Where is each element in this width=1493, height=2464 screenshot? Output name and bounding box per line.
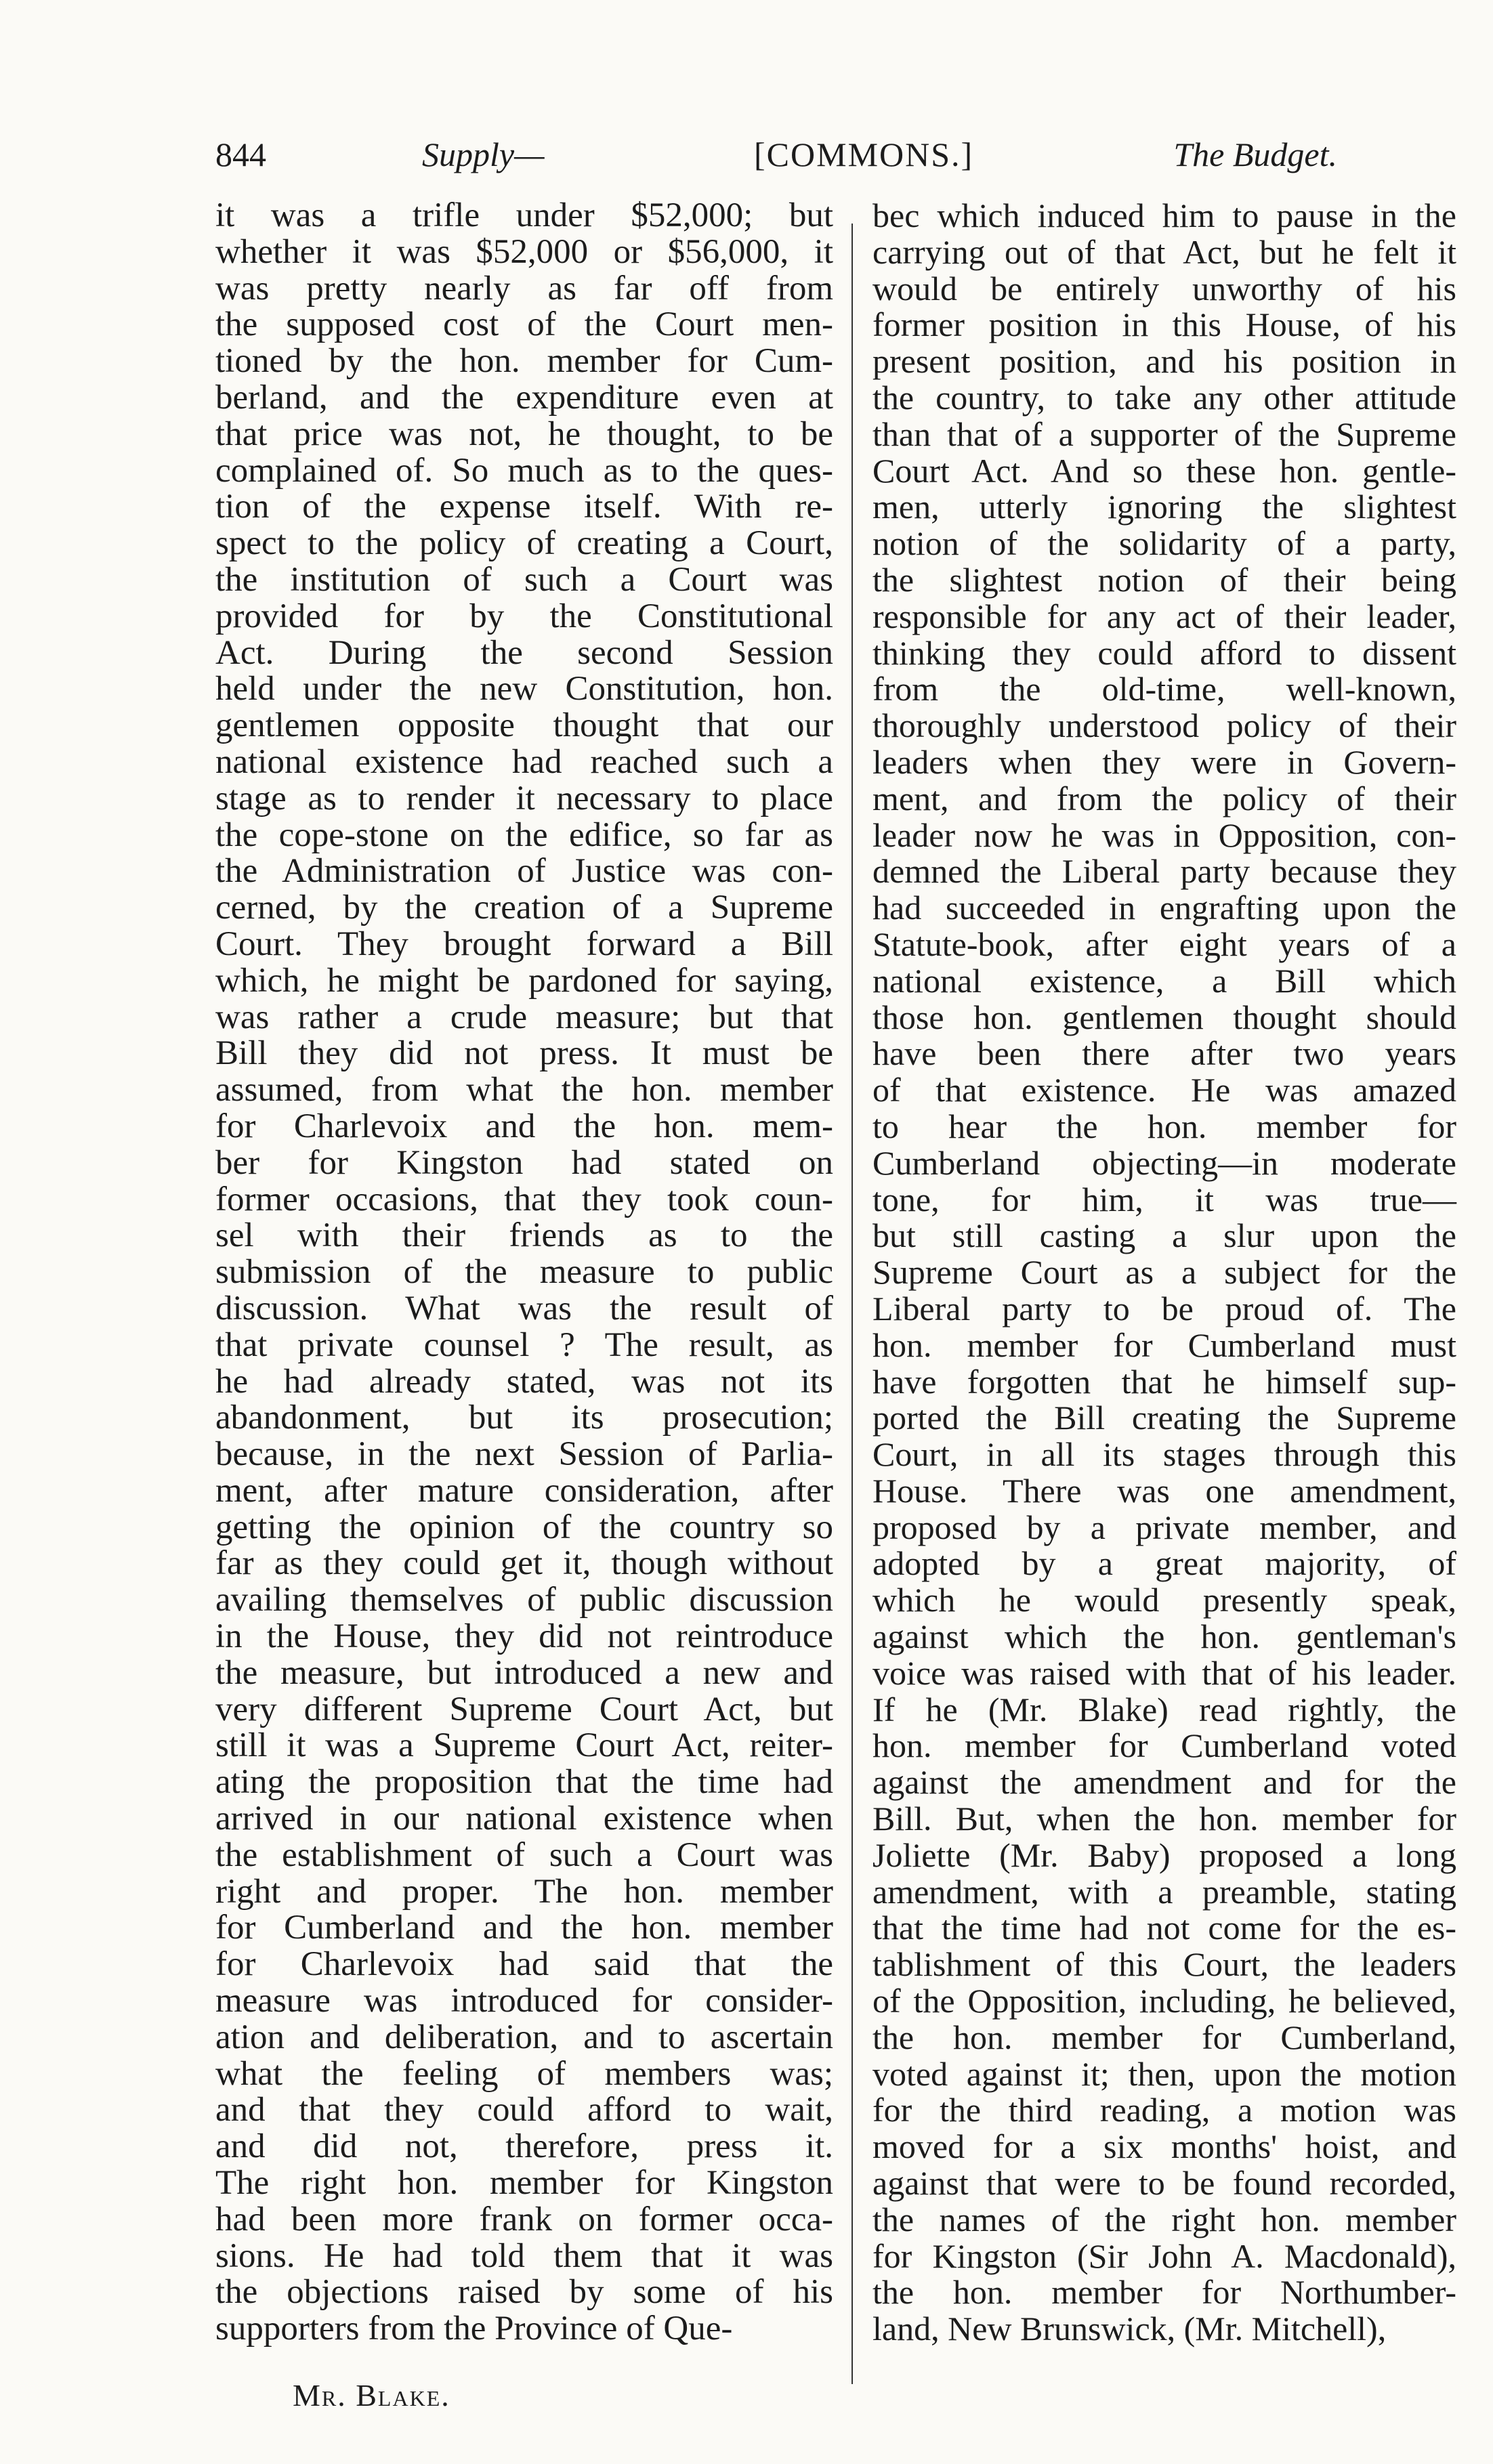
text-line: men, utterly ignoring the slightest: [872, 488, 1456, 526]
running-title-left: Supply—: [422, 135, 545, 173]
text-line: tone, for him, it was true—: [872, 1180, 1456, 1218]
text-line: Court Act. And so these hon. gentle-: [872, 451, 1456, 490]
text-line: former position in this House, of his: [872, 305, 1456, 344]
text-line: the objections raised by some of his: [215, 2273, 833, 2312]
text-line: the measure, but introduced a new and: [215, 1653, 833, 1692]
text-line: proposed by a private member, and: [872, 1508, 1456, 1546]
text-line: whether it was $52,000 or $56,000, it: [215, 232, 833, 271]
text-line: submission of the measure to public: [215, 1253, 833, 1292]
text-line: still it was a Supreme Court Act, reiter-: [215, 1726, 833, 1765]
text-line: very different Supreme Court Act, but: [215, 1690, 833, 1728]
text-line: amendment, with a preamble, stating: [872, 1872, 1456, 1911]
text-line: ported the Bill creating the Supreme: [872, 1399, 1456, 1437]
text-line: responsible for any act of their leader,: [872, 597, 1456, 635]
text-line: notion of the solidarity of a party,: [872, 524, 1456, 563]
text-line: from the old-time, well-known,: [872, 670, 1456, 708]
text-line: berland, and the expenditure even at: [215, 378, 833, 417]
text-line: the Administration of Justice was con-: [215, 852, 833, 891]
right-text-column: [872, 198, 1456, 2348]
text-line: against which the hon. gentleman's: [872, 1617, 1456, 1656]
text-line: of that existence. He was amazed: [872, 1071, 1456, 1109]
text-line: against the amendment and for the: [872, 1763, 1456, 1802]
text-line: Statute-book, after eight years of a: [872, 925, 1456, 963]
running-title-center: [COMMONS.]: [754, 135, 974, 173]
text-line: the country, to take any other attitude: [872, 378, 1456, 417]
text-line: Bill. But, when the hon. member for: [872, 1800, 1456, 1838]
left-text-column: [215, 198, 833, 2348]
page-header: [215, 127, 1337, 182]
text-line: ating the proposition that the time had: [215, 1763, 833, 1802]
text-line: abandonment, but its prosecution;: [215, 1399, 833, 1437]
text-line: far as they could get it, though without: [215, 1544, 833, 1583]
text-line: present position, and his position in: [872, 342, 1456, 381]
text-line: that private counsel ? The result, as: [215, 1325, 833, 1364]
text-line: Liberal party to be proud of. The: [872, 1289, 1456, 1327]
text-line: bec which induced him to pause in the: [872, 196, 1456, 234]
text-line: voted against it; then, upon the motion: [872, 2054, 1456, 2093]
text-line: but still casting a slur upon the: [872, 1216, 1456, 1255]
text-line: ation and deliberation, and to ascertain: [215, 2018, 833, 2056]
text-line: cerned, by the creation of a Supreme: [215, 889, 833, 927]
text-line: the establishment of such a Court was: [215, 1835, 833, 1874]
text-line: moved for a six months' hoist, and: [872, 2127, 1456, 2166]
text-line: tion of the expense itself. With re-: [215, 488, 833, 526]
text-line: for Kingston (Sir John A. Macdonald),: [872, 2236, 1456, 2275]
text-line: ment, after mature consideration, after: [215, 1471, 833, 1510]
text-line: had succeeded in engrafting upon the: [872, 889, 1456, 927]
text-line: tioned by the hon. member for Cum-: [215, 342, 833, 381]
text-line: that price was not, he thought, to be: [215, 415, 833, 453]
text-line: he had already stated, was not its: [215, 1362, 833, 1401]
text-line: former occasions, that they took coun-: [215, 1180, 833, 1218]
text-line: thinking they could afford to dissent: [872, 633, 1456, 672]
text-line: because, in the next Session of Parlia-: [215, 1435, 833, 1474]
text-line: the names of the right hon. member: [872, 2200, 1456, 2238]
text-line: what the feeling of members was;: [215, 2054, 833, 2093]
text-line: arrived in our national existence when: [215, 1800, 833, 1838]
text-line: stage as to render it necessary to place: [215, 779, 833, 817]
text-line: national existence had reached such a: [215, 742, 833, 781]
speaker-footer: Mr. Blake.: [293, 2378, 450, 2413]
text-line: the cope-stone on the edifice, so far as: [215, 815, 833, 854]
text-line: spect to the policy of creating a Court,: [215, 524, 833, 563]
text-line: The right hon. member for Kingston: [215, 2164, 833, 2203]
text-line: Bill they did not press. It must be: [215, 1034, 833, 1073]
text-line: the slightest notion of their being: [872, 560, 1456, 599]
text-line: of the Opposition, including, he believed,: [872, 1982, 1456, 2020]
text-line: sel with their friends as to the: [215, 1216, 833, 1255]
text-line: the hon. member for Northumber-: [872, 2273, 1456, 2312]
text-line: against that were to be found recorded,: [872, 2164, 1456, 2203]
text-line: Court. They brought forward a Bill: [215, 925, 833, 963]
text-line: tablishment of this Court, the leaders: [872, 1945, 1456, 1984]
text-line: than that of a supporter of the Supreme: [872, 415, 1456, 453]
text-line: had been more frank on former occa-: [215, 2200, 833, 2238]
text-line: complained of. So much as to the ques-: [215, 451, 833, 490]
text-line: it was a trifle under $52,000; but: [215, 196, 833, 234]
text-line: right and proper. The hon. member: [215, 1872, 833, 1911]
text-line: held under the new Constitution, hon.: [215, 670, 833, 708]
text-line: ment, and from the policy of their: [872, 779, 1456, 817]
text-line: the hon. member for Cumberland,: [872, 2018, 1456, 2056]
text-line: have forgotten that he himself sup-: [872, 1362, 1456, 1401]
text-line: Joliette (Mr. Baby) proposed a long: [872, 1835, 1456, 1874]
text-line: was pretty nearly as far off from: [215, 269, 833, 307]
text-line: that the time had not come for the es-: [872, 1909, 1456, 1947]
column-divider: [851, 224, 853, 2384]
text-line: and did not, therefore, press it.: [215, 2127, 833, 2166]
text-line: leader now he was in Opposition, con-: [872, 815, 1456, 854]
text-line: Act. During the second Session: [215, 633, 833, 672]
text-line: Cumberland objecting—in moderate: [872, 1143, 1456, 1182]
text-line: provided for by the Constitutional: [215, 597, 833, 635]
text-line: carrying out of that Act, but he felt it: [872, 232, 1456, 271]
text-line: would be entirely unworthy of his: [872, 269, 1456, 307]
text-line: in the House, they did not reintroduce: [215, 1617, 833, 1656]
text-line: and that they could afford to wait,: [215, 2091, 833, 2129]
text-line: demned the Liberal party because they: [872, 852, 1456, 891]
text-line: ber for Kingston had stated on: [215, 1143, 833, 1182]
text-line: the institution of such a Court was: [215, 560, 833, 599]
text-line: Supreme Court as a subject for the: [872, 1253, 1456, 1292]
text-line: national existence, a Bill which: [872, 961, 1456, 1000]
text-line: measure was introduced for consider-: [215, 1982, 833, 2020]
text-line: House. There was one amendment,: [872, 1471, 1456, 1510]
text-line: hon. member for Cumberland voted: [872, 1726, 1456, 1765]
text-line: discussion. What was the result of: [215, 1289, 833, 1327]
page-number: 844: [215, 135, 266, 173]
text-line: If he (Mr. Blake) read rightly, the: [872, 1690, 1456, 1728]
text-line: have been there after two years: [872, 1034, 1456, 1073]
text-line: for Charlevoix and the hon. mem-: [215, 1107, 833, 1145]
text-line: assumed, from what the hon. member: [215, 1071, 833, 1109]
text-line: was rather a crude measure; but that: [215, 998, 833, 1036]
text-line: sions. He had told them that it was: [215, 2236, 833, 2275]
text-line: availing themselves of public discussion: [215, 1581, 833, 1619]
text-line: thoroughly understood policy of their: [872, 706, 1456, 745]
text-line: which he would presently speak,: [872, 1581, 1456, 1619]
running-title-right: The Budget.: [1173, 135, 1337, 173]
text-line: the supposed cost of the Court men-: [215, 305, 833, 344]
text-line: for the third reading, a motion was: [872, 2091, 1456, 2129]
text-line: hon. member for Cumberland must: [872, 1325, 1456, 1364]
text-line: those hon. gentlemen thought should: [872, 998, 1456, 1036]
text-line: for Charlevoix had said that the: [215, 1945, 833, 1984]
text-line: for Cumberland and the hon. member: [215, 1909, 833, 1947]
text-line: voice was raised with that of his leader.: [872, 1653, 1456, 1692]
text-line: land, New Brunswick, (Mr. Mitchell),: [872, 2310, 1387, 2348]
text-line: adopted by a great majority, of: [872, 1544, 1456, 1583]
text-line: which, he might be pardoned for saying,: [215, 961, 833, 1000]
text-line: gentlemen opposite thought that our: [215, 706, 833, 745]
text-line: leaders when they were in Govern-: [872, 742, 1456, 781]
text-line: to hear the hon. member for: [872, 1107, 1456, 1145]
text-line: Court, in all its stages through this: [872, 1435, 1456, 1474]
text-line: supporters from the Province of Que-: [215, 2310, 733, 2348]
text-line: getting the opinion of the country so: [215, 1508, 833, 1546]
